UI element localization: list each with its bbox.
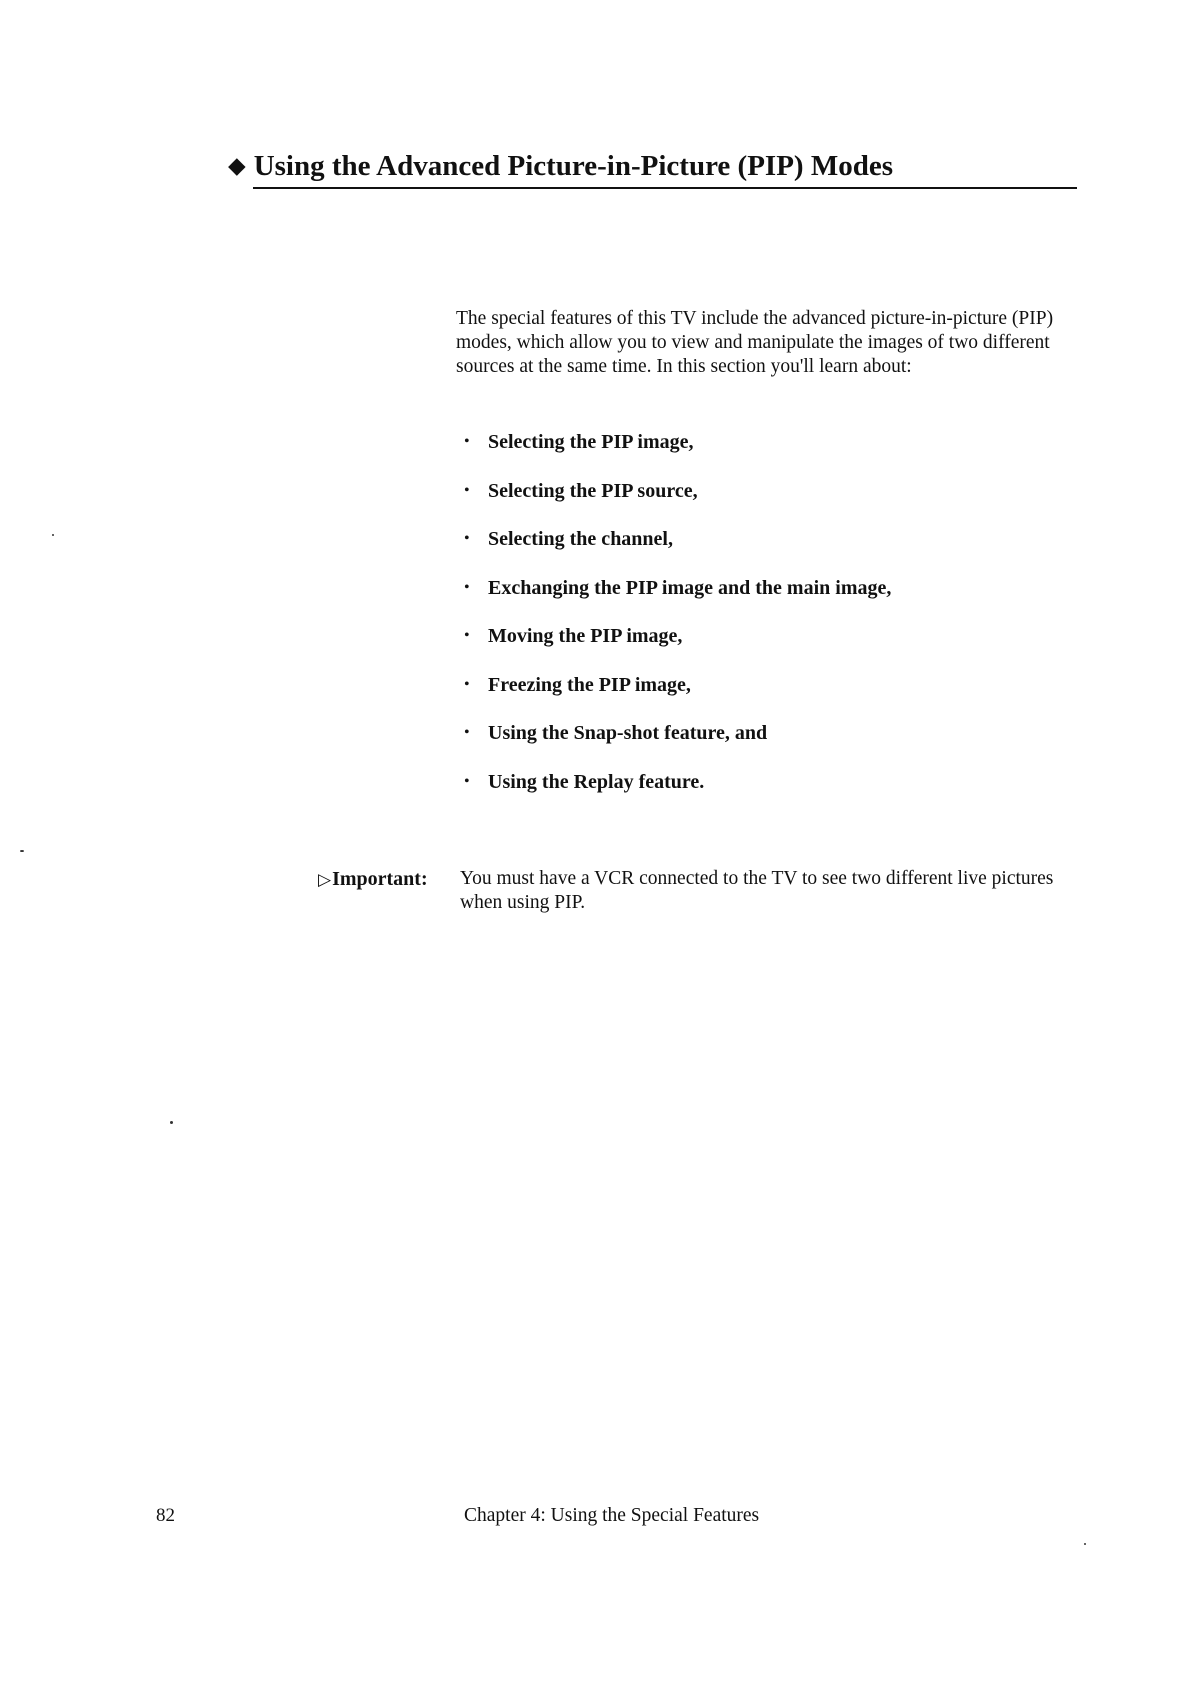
- list-item: [464, 671, 891, 720]
- list-item-label: Freezing the PIP image,: [488, 673, 691, 696]
- list-item: [464, 574, 891, 623]
- section-heading: [228, 148, 893, 184]
- list-item-label: Using the Snap-shot feature, and: [488, 722, 768, 744]
- list-item-label: Selecting the PIP source,: [488, 479, 698, 502]
- list-item: [464, 719, 891, 768]
- scan-speck: [20, 850, 24, 852]
- list-item-label: Exchanging the PIP image and the main image,: [488, 576, 892, 599]
- bullet-icon: •: [464, 530, 470, 547]
- footer-chapter-title: Chapter 4: Using the Special Features: [464, 1505, 760, 1526]
- heading-underline: [253, 187, 1077, 189]
- list-item: [464, 622, 891, 671]
- list-item-label: Selecting the channel,: [488, 528, 673, 550]
- list-item-label: Using the Replay feature.: [488, 770, 705, 793]
- page-number: 82: [156, 1505, 175, 1526]
- list-item: [464, 525, 891, 574]
- important-note-label: [318, 867, 428, 892]
- list-item: [464, 477, 891, 526]
- list-item: [464, 428, 891, 477]
- scan-speck: [170, 1121, 173, 1124]
- intro-paragraph: The special features of this TV include the advanced picture-in-picture (PIP) modes, which allow you to view and manipulate the images of two different sources at the same time. In this section you'll learn about:: [456, 308, 1054, 377]
- bullet-icon: •: [464, 724, 470, 741]
- bullet-icon: •: [464, 772, 470, 790]
- bullet-icon: •: [464, 433, 470, 450]
- bullet-icon: •: [464, 481, 470, 499]
- section-title: Using the Advanced Picture-in-Picture (PIP) Modes: [253, 150, 893, 182]
- scan-speck: [52, 534, 54, 536]
- topic-list: [464, 428, 891, 816]
- bullet-icon: •: [464, 675, 470, 693]
- triangle-pointer-icon: ▷: [318, 870, 332, 889]
- list-item: [464, 768, 891, 817]
- bullet-icon: •: [464, 578, 470, 596]
- important-label-text: Important:: [332, 868, 428, 890]
- list-item-label: Moving the PIP image,: [488, 625, 683, 647]
- scan-speck: [1084, 1543, 1086, 1545]
- bullet-icon: •: [464, 627, 470, 644]
- diamond-bullet-icon: ◆: [228, 153, 246, 178]
- list-item-label: Selecting the PIP image,: [488, 431, 694, 453]
- important-note-text: You must have a VCR connected to the TV to see two different live pictures when using PIP.: [460, 868, 1054, 913]
